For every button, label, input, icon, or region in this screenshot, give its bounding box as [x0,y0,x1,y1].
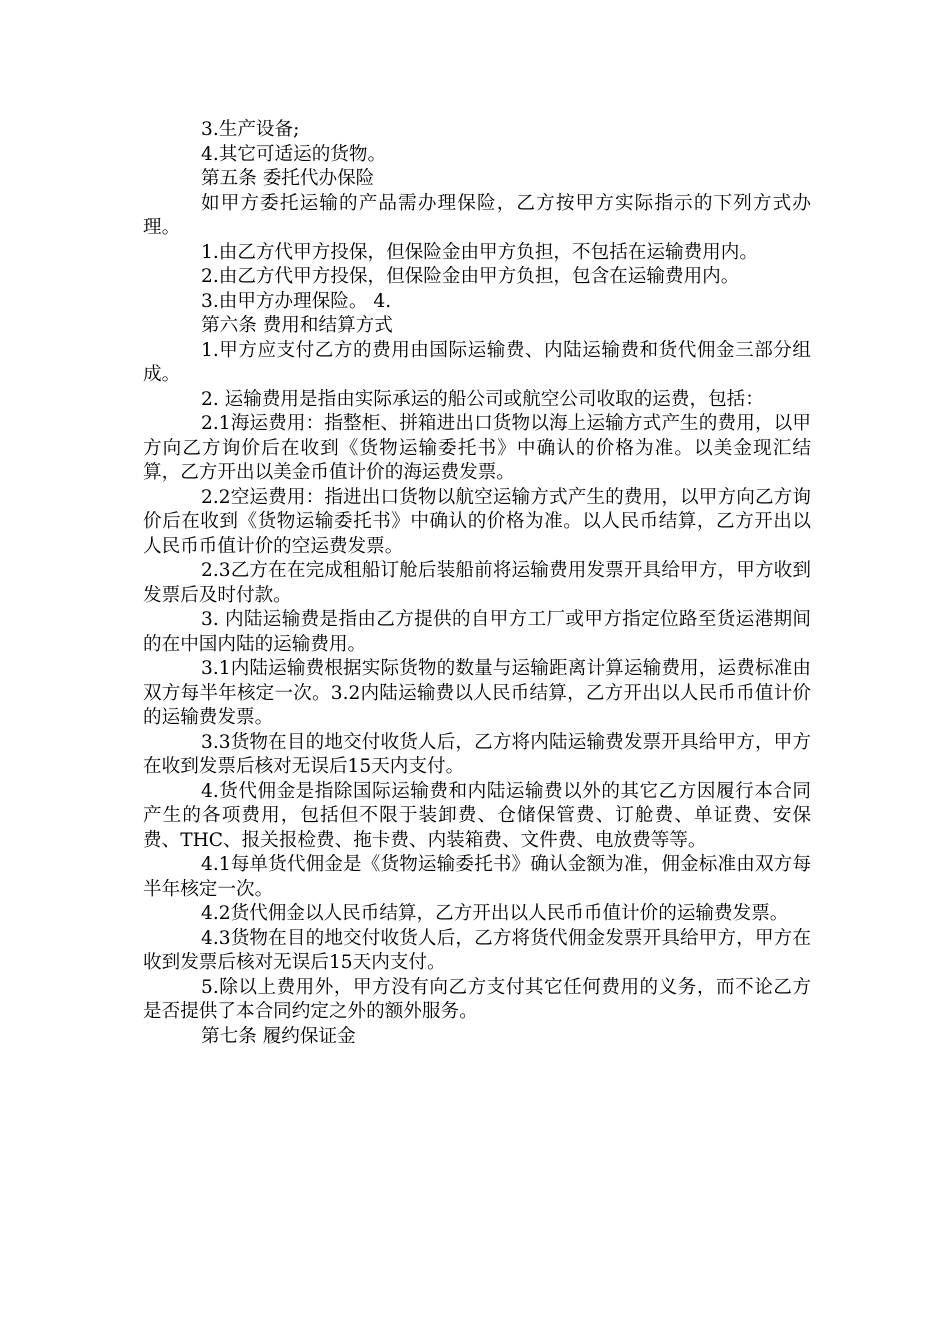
article-6-clause-4-1: 4.1每单货代佣金是《货物运输委托书》确认金额为准，佣金标准由双方每半年核定一次。 [143,854,811,900]
article-6-clause-2-3: 2.3乙方在在完成租船订舱后装船前将运输费用发票开具给甲方，甲方收到发票后及时付款。 [143,560,811,606]
article-5-clause-1: 1.由乙方代甲方投保，但保险金由甲方负担，不包括在运输费用内。 [201,241,758,263]
article-5-intro: 如甲方委托运输的产品需办理保险，乙方按甲方实际指示的下列方式办理。 [143,192,811,238]
paragraph-item-3: 3.生产设备; [201,119,300,140]
paragraph-item-4: 4.其它可适运的货物。 [201,143,387,165]
article-7-heading: 第七条 履约保证金 [201,1025,356,1047]
article-6-clause-4-2: 4.2货代佣金以人民币结算，乙方开出以人民币币值计价的运输费发票。 [201,903,789,924]
article-6-clause-3: 3. 内陆运输费是指由乙方提供的自甲方工厂或甲方指定位路至货运港期间的在中国内陆的运输费用。 [143,609,811,655]
article-6-clause-2: 2. 运输费用是指由实际承运的船公司或航空公司收取的运费，包括： [201,388,764,410]
article-5-heading: 第五条 委托代办保险 [201,168,375,189]
article-6-clause-1: 1.甲方应支付乙方的费用由国际运输费、内陆运输费和货代佣金三部分组成。 [143,339,811,385]
article-6-clause-4-3: 4.3货物在目的地交付收货人后，乙方将货代佣金发票开具给甲方，甲方在收到发票后核对无误后15天内支付。 [143,927,811,973]
article-5-clause-3: 3.由甲方办理保险。 4. [201,290,392,312]
article-5-clause-2: 2.由乙方代甲方投保，但保险金由甲方负担，包含在运输费用内。 [201,266,740,287]
article-6-heading: 第六条 费用和结算方式 [201,315,393,336]
article-6-clause-3-3: 3.3货物在目的地交付收货人后，乙方将内陆运输费发票开具给甲方，甲方在收到发票后核对无误后15天内支付。 [143,731,811,777]
article-6-clause-2-1: 2.1海运费用：指整柜、拼箱进出口货物以海上运输方式产生的费用，以甲方向乙方询价后在收到《货物运输委托书》中确认的价格为准。以美金现汇结算，乙方开出以美金币值计价的海运费发票。 [143,413,811,483]
article-6-clause-5: 5.除以上费用外，甲方没有向乙方支付其它任何费用的义务，而不论乙方是否提供了本合同约定之外的额外服务。 [143,976,811,1022]
document-page [143,118,811,1049]
article-6-clause-4: 4.货代佣金是指除国际运输费和内陆运输费以外的其它乙方因履行本合同产生的各项费用，包括但不限于装卸费、仓储保管费、订舱费、单证费、安保费、THC、报关报检费、拖卡费、内装箱费、文件费、电放费等等。 [143,780,811,851]
article-6-clause-3-1: 3.1内陆运输费根据实际货物的数量与运输距离计算运输费用，运费标准由双方每半年核定一次。3.2内陆运输费以人民币结算，乙方开出以人民币币值计价的运输费发票。 [143,658,811,728]
article-6-clause-2-2: 2.2空运费用：指进出口货物以航空运输方式产生的费用，以甲方向乙方询价后在收到《货物运输委托书》中确认的价格为准。以人民币结算，乙方开出以人民币币值计价的空运费发票。 [143,486,811,557]
